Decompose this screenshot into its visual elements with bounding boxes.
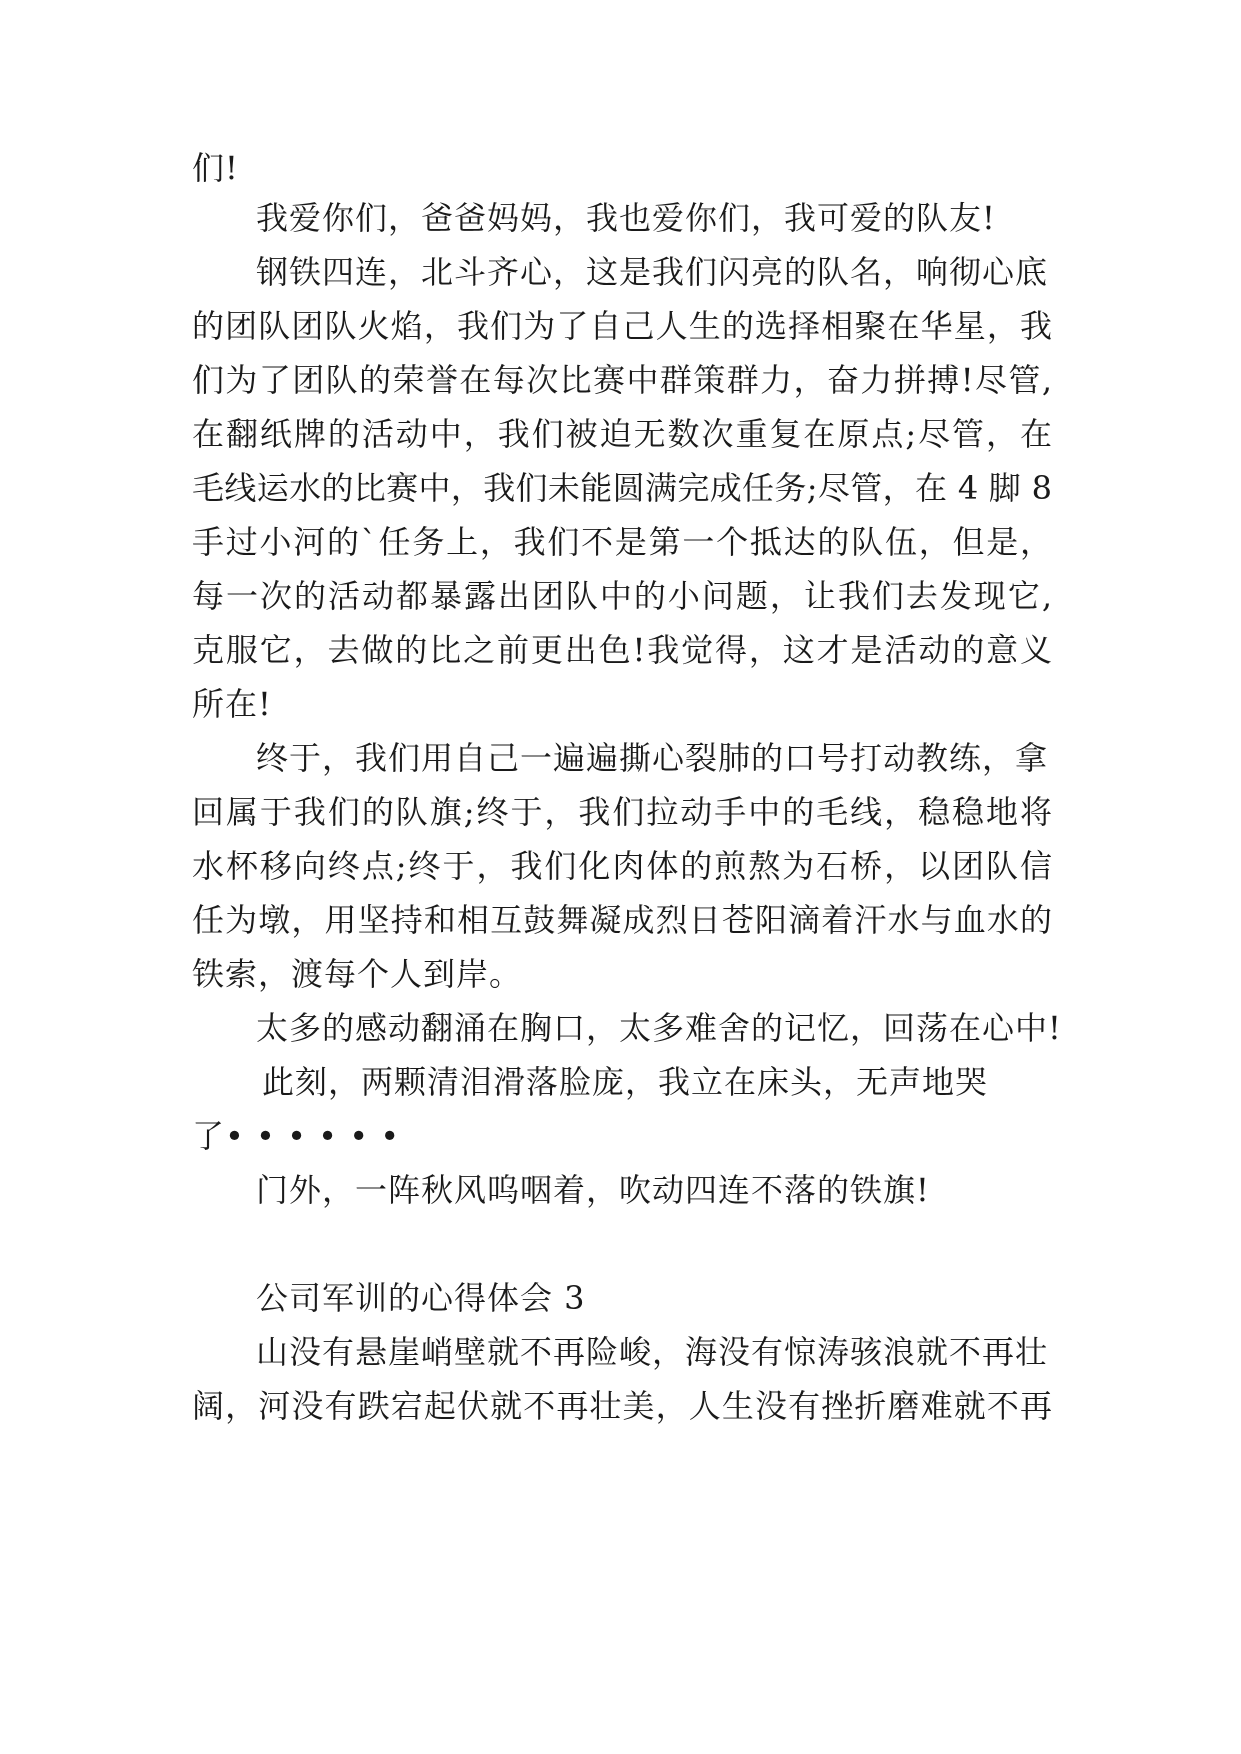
paragraph-line: 回属于我们的队旗;终于，我们拉动手中的毛线，稳稳地将	[192, 793, 1052, 831]
paragraph-line: 任为墩，用坚持和相互鼓舞凝成烈日苍阳滴着汗水与血水的	[192, 901, 1052, 939]
paragraph-line: 铁索，渡每个人到岸。	[192, 955, 523, 993]
paragraph-line: 钢铁四连，北斗齐心，这是我们闪亮的队名，响彻心底	[256, 253, 1049, 291]
paragraph-line: 在翻纸牌的活动中，我们被迫无数次重复在原点;尽管，在	[192, 415, 1052, 453]
paragraph-line: 阔，河没有跌宕起伏就不再壮美，人生没有挫折磨难就不再	[192, 1387, 1052, 1425]
paragraph-line: 太多的感动翻涌在胸口，太多难舍的记忆，回荡在心中!	[256, 1009, 1062, 1047]
paragraph-line: 的团队团队火焰，我们为了自己人生的选择相聚在华星，我	[192, 307, 1052, 345]
paragraph-line: 水杯移向终点;终于，我们化肉体的煎熬为石桥，以团队信	[192, 847, 1052, 885]
paragraph-line: 山没有悬崖峭壁就不再险峻，海没有惊涛骇浪就不再壮	[256, 1333, 1049, 1371]
paragraph-line: 门外，一阵秋风呜咽着，吹动四连不落的铁旗!	[256, 1171, 930, 1209]
paragraph-line: 们!	[192, 149, 239, 187]
paragraph-line: 所在!	[192, 685, 272, 723]
paragraph-line: 我爱你们，爸爸妈妈，我也爱你们，我可爱的队友!	[256, 199, 996, 237]
paragraph-line: 们为了团队的荣誉在每次比赛中群策群力，奋力拼搏!尽管,	[192, 361, 1052, 399]
paragraph-line: 毛线运水的比赛中，我们未能圆满完成任务;尽管，在 4 脚 8	[192, 469, 1052, 507]
paragraph-line: 此刻，两颗清泪滑落脸庞，我立在床头，无声地哭	[262, 1063, 989, 1101]
paragraph-line: 手过小河的`任务上，我们不是第一个抵达的队伍，但是，	[192, 523, 1052, 561]
paragraph-line: 每一次的活动都暴露出团队中的小问题，让我们去发现它,	[192, 577, 1052, 615]
paragraph-line: 克服它，去做的比之前更出色!我觉得，这才是活动的意义	[192, 631, 1052, 669]
section-heading: 公司军训的心得体会 3	[256, 1279, 586, 1317]
paragraph-line: 了• • • • • •	[192, 1117, 401, 1155]
paragraph-line: 终于，我们用自己一遍遍撕心裂肺的口号打动教练，拿	[256, 739, 1049, 777]
